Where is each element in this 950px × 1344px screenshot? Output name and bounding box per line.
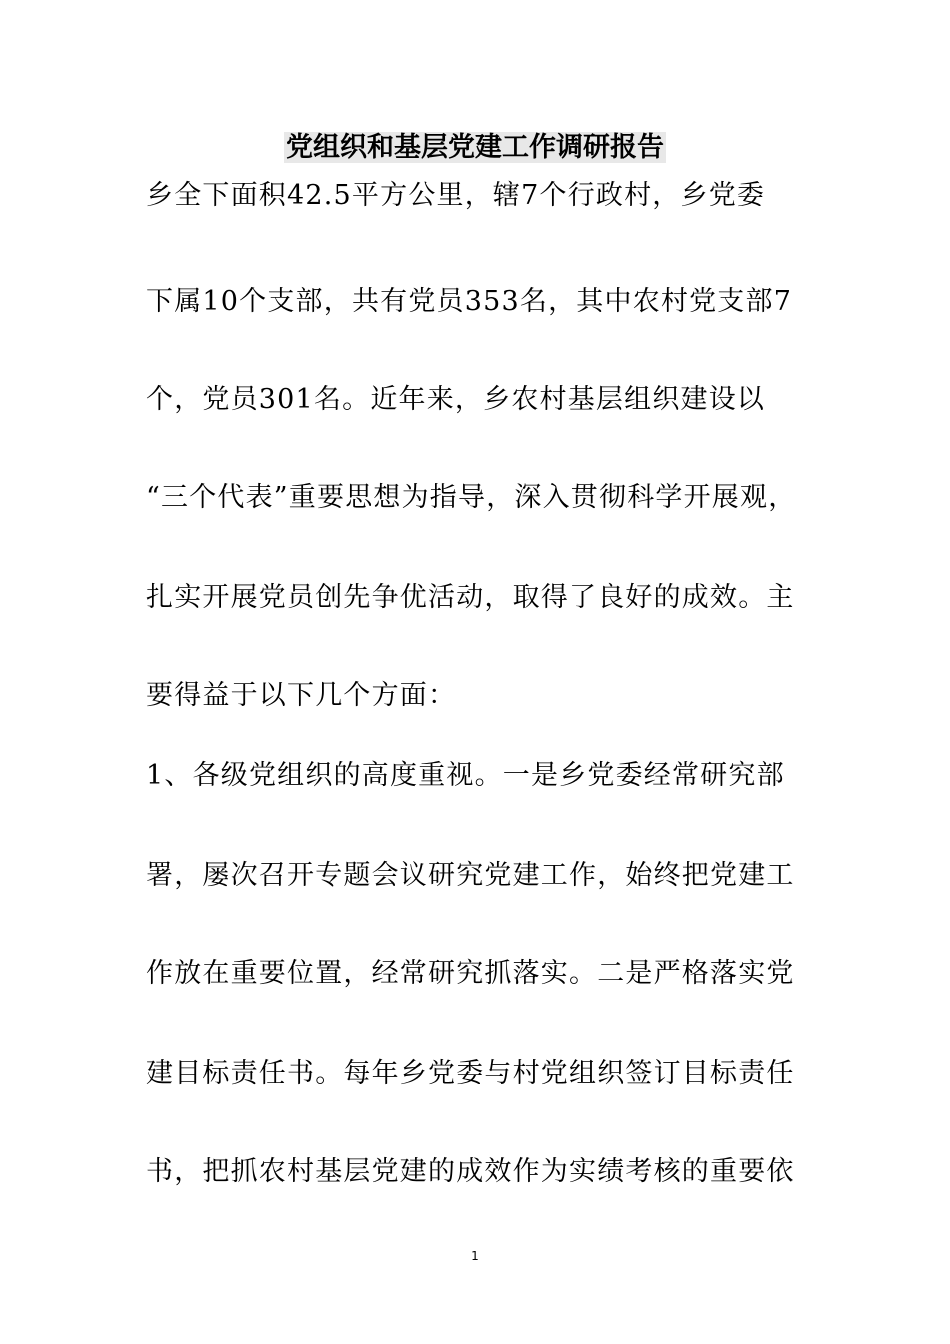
body-line: 乡全下面积42.5平方公里，辖7个行政村，乡党委 [146,180,766,211]
body-line: 扎实开展党员创先争优活动，取得了良好的成效。主 [146,582,795,613]
body-line: 下属10个支部，共有党员353名，其中农村党支部7 [146,286,793,317]
document-title-text: 党组织和基层党建工作调研报告 [286,132,664,163]
body-line: 1、各级党组织的高度重视。一是乡党委经常研究部 [146,760,785,791]
body-line: 建目标责任书。每年乡党委与村党组织签订目标责任 [146,1058,795,1089]
body-line: 个，党员301名。近年来，乡农村基层组织建设以 [146,384,766,415]
body-line: 署，屡次召开专题会议研究党建工作，始终把党建工 [146,860,795,891]
body-line: 作放在重要位置，经常研究抓落实。二是严格落实党 [146,958,795,989]
body-line: 要得益于以下几个方面： [146,680,457,711]
body-line: 书，把抓农村基层党建的成效作为实绩考核的重要依 [146,1156,795,1187]
body-line: “三个代表”重要思想为指导，深入贯彻科学开展观， [146,482,797,513]
document-title [0,128,950,168]
page-number: 1 [471,1249,479,1263]
